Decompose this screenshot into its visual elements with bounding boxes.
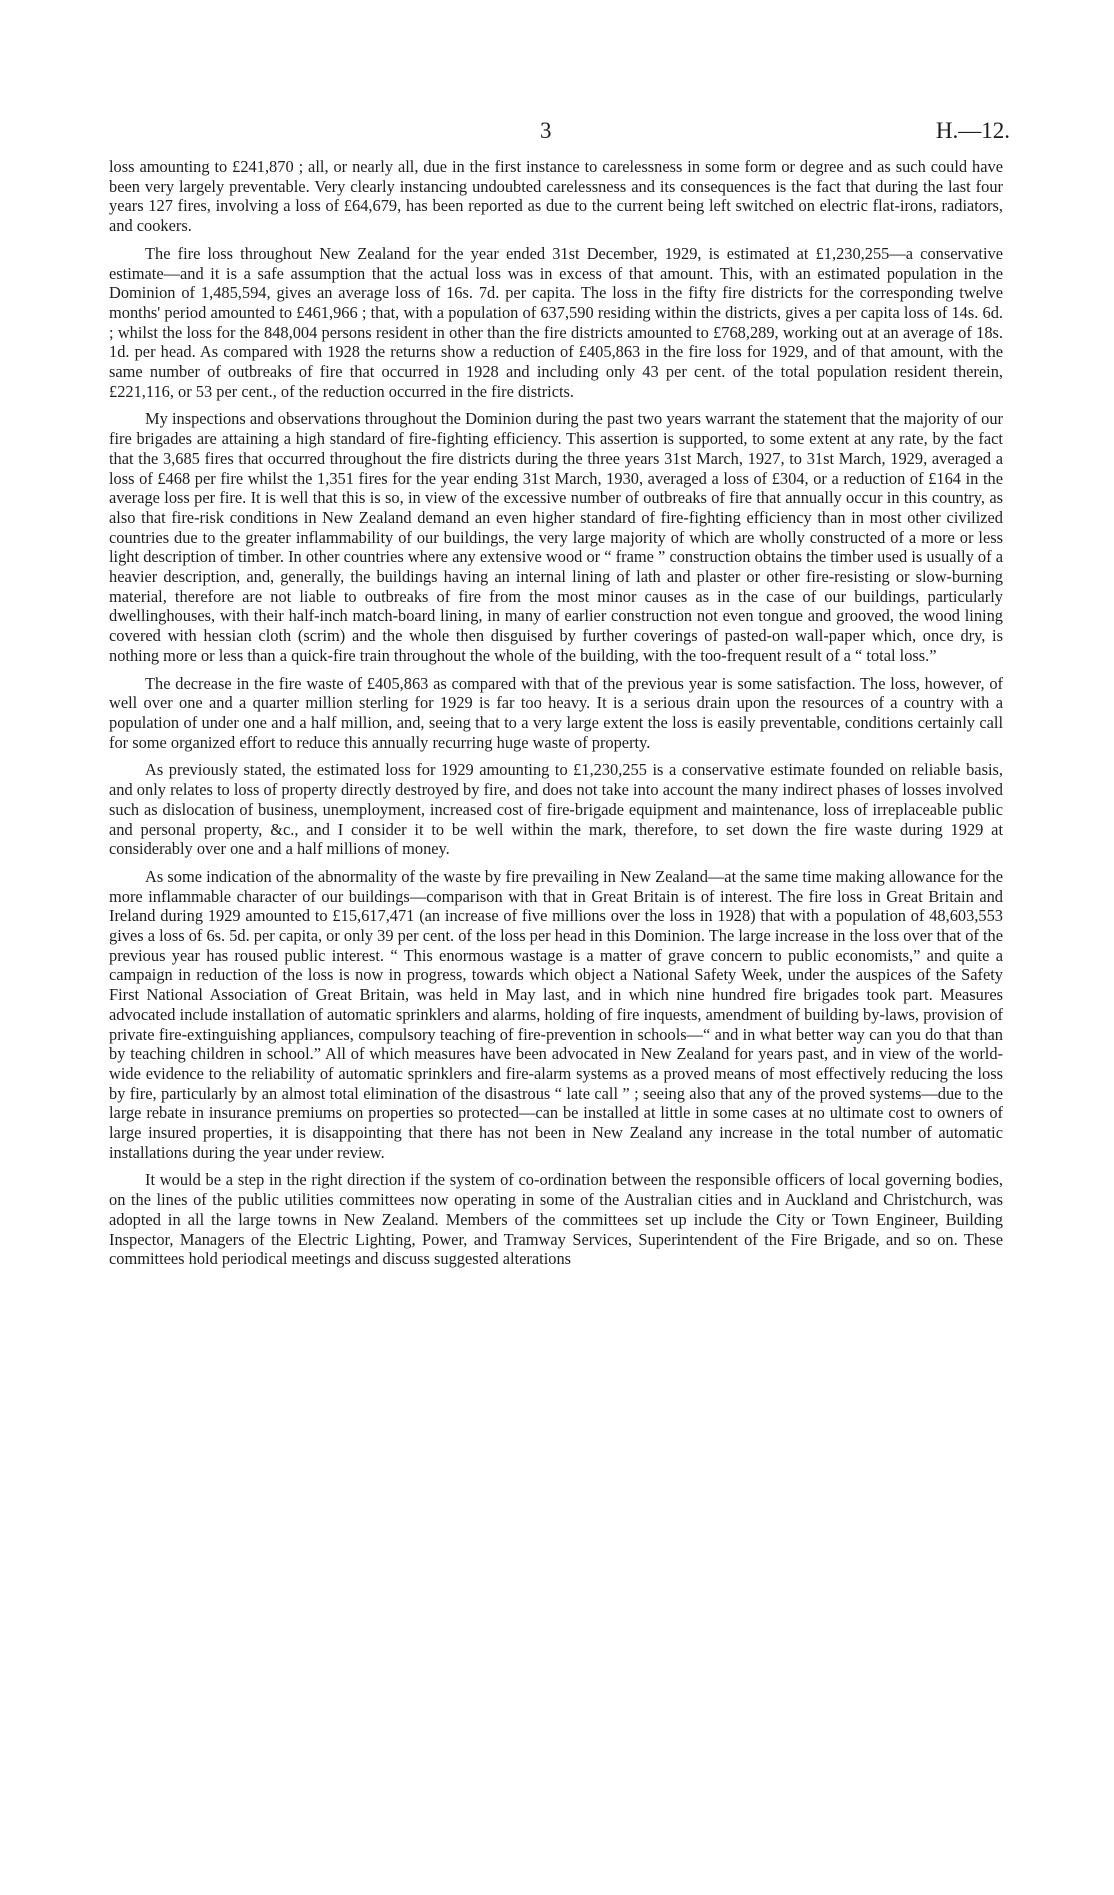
paragraph-fire-waste-decrease: The decrease in the fire waste of £405,863 as compared with that of the previous year is some satisfaction. The loss, however, of well over one and a quarter million sterling for 1929 is far too heavy. It is a serious drain upon the resources of a country with a population of under one and a half million, and, seeing that to a very large extent the loss is easily preventable, conditions certainly call for some organized effort to reduce this annually recurring huge waste of property. bbox=[109, 673, 1003, 752]
paragraph-continued: loss amounting to £241,870 ; all, or nearly all, due in the first instance to carelessness in some form or degree and as such could have been very largely preventable. Very clearly instancing undoubted carelessness and its consequences is the fact that during the last four years 127 fires, involving a loss of £64,679, has been reported as due to the current being left switched on electric flat-irons, radiators, and cookers. bbox=[109, 157, 1003, 236]
document-reference: H.—12. bbox=[935, 118, 1010, 143]
page-header bbox=[0, 118, 1114, 158]
paragraph-coordination-committees: It would be a step in the right direction if the system of co-ordination between the responsible officers of local governing bodies, on the lines of the public utilities committees now operating in some of the Australian cities and in Auckland and Christchurch, was adopted in all the large towns in New Zealand. Members of the committees set up include the City or Town Engineer, Building Inspector, Managers of the Electric Lighting, Power, and Tramway Services, Superintendent of the Fire Brigade, and so on. These committees hold periodical meetings and discuss suggested alterations bbox=[109, 1170, 1003, 1269]
paragraph-great-britain-comparison: As some indication of the abnormality of the waste by fire prevailing in New Zealand—at the same time making allowance for the more inflammable character of our buildings—comparison with that in Great Britain is of interest. The fire loss in Great Britain and Ireland during 1929 amounted to £15,617,471 (an increase of five millions over the loss in 1928) that with a population of 48,603,553 gives a loss of 6s. 5d. per capita, or only 39 per cent. of the loss per head in this Dominion. The large increase in the loss over that of the previous year has roused public interest. “ This enormous wastage is a matter of grave concern to public economists,” and quite a campaign in reduction of the loss is now in progress, towards which object a National Safety Week, under the auspices of the Safety First National Association of Great Britain, was held in May last, and in which nine hundred fire brigades took part. Measures advocated include installation of automatic sprinklers and alarms, holding of fire inquests, amendment of building by-laws, provision of private fire-extinguishing appliances, compulsory teaching of fire-prevention in schools—“ and in what better way can you do that than by teaching children in school.” All of which measures have been advocated in New Zealand for years past, and in view of the world-wide evidence to the reliability of automatic sprinklers and fire-alarm systems as a proved means of most effectively reducing the loss by fire, particularly by an almost total elimination of the disastrous “ late call ” ; seeing also that any of the proved systems—due to the large rebate in insurance premiums on properties so protected—can be installed at little in some cases at no ultimate cost to owners of large insured properties, it is disappointing that there has not been in New Zealand any increase in the total number of automatic installations during the year under review. bbox=[109, 866, 1003, 1162]
page-number: 3 bbox=[540, 118, 552, 143]
body-text bbox=[109, 157, 1003, 1277]
paragraph-conservative-estimate: As previously stated, the estimated loss for 1929 amounting to £1,230,255 is a conservative estimate founded on reliable basis, and only relates to loss of property directly destroyed by fire, and does not take into account the many indirect phases of losses involved such as dislocation of business, unemployment, increased cost of fire-brigade equipment and maintenance, loss of irreplaceable public and personal property, &c., and I consider it to be well within the mark, therefore, to set down the fire waste during 1929 at considerably over one and a half millions of money. bbox=[109, 760, 1003, 859]
paragraph-fire-loss-estimate: The fire loss throughout New Zealand for the year ended 31st December, 1929, is estimated at £1,230,255—a conservative estimate—and it is a safe assumption that the actual loss was in excess of that amount. This, with an estimated population in the Dominion of 1,485,594, gives an average loss of 16s. 7d. per capita. The loss in the fifty fire districts for the corresponding twelve months' period amounted to £461,966 ; that, with a population of 637,590 residing within the districts, gives a per capita loss of 14s. 6d. ; whilst the loss for the 848,004 persons resident in other than the fire districts amounted to £768,289, working out at an average of 18s. 1d. per head. As compared with 1928 the returns show a reduction of £405,863 in the fire loss for 1929, and of that amount, with the same number of outbreaks of fire that occurred in 1928 and including only 43 per cent. of the total population resident therein, £221,116, or 53 per cent., of the reduction occurred in the fire districts. bbox=[109, 243, 1003, 401]
paragraph-brigade-efficiency: My inspections and observations throughout the Dominion during the past two years warrant the statement that the majority of our fire brigades are attaining a high standard of fire-fighting efficiency. This assertion is supported, to some extent at any rate, by the fact that the 3,685 fires that occurred throughout the fire districts during the three years 31st March, 1927, to 31st March, 1929, averaged a loss of £468 per fire whilst the 1,351 fires for the year ending 31st March, 1930, averaged a loss of £304, or a reduction of £164 in the average loss per fire. It is well that this is so, in view of the excessive number of outbreaks of fire that annually occur in this country, as also that fire-risk conditions in New Zealand demand an even higher standard of fire-fighting efficiency than in most other civilized countries due to the greater inflammability of our buildings, the very large majority of which are wholly constructed of a more or less light description of timber. In other countries where any extensive wood or “ frame ” construction obtains the timber used is usually of a heavier description, and, generally, the buildings having an internal lining of lath and plaster or other fire-resisting or slow-burning material, therefore are not liable to outbreaks of fire from the most minor causes as in the case of our buildings, particularly dwellinghouses, with their half-inch match-board lining, in many of earlier construction not even tongue and grooved, the wood lining covered with hessian cloth (scrim) and the whole then disguised by further coverings of pasted-on wall-paper which, once dry, is nothing more or less than a quick-fire train throughout the whole of the building, with the too-frequent result of a “ total loss.” bbox=[109, 409, 1003, 665]
